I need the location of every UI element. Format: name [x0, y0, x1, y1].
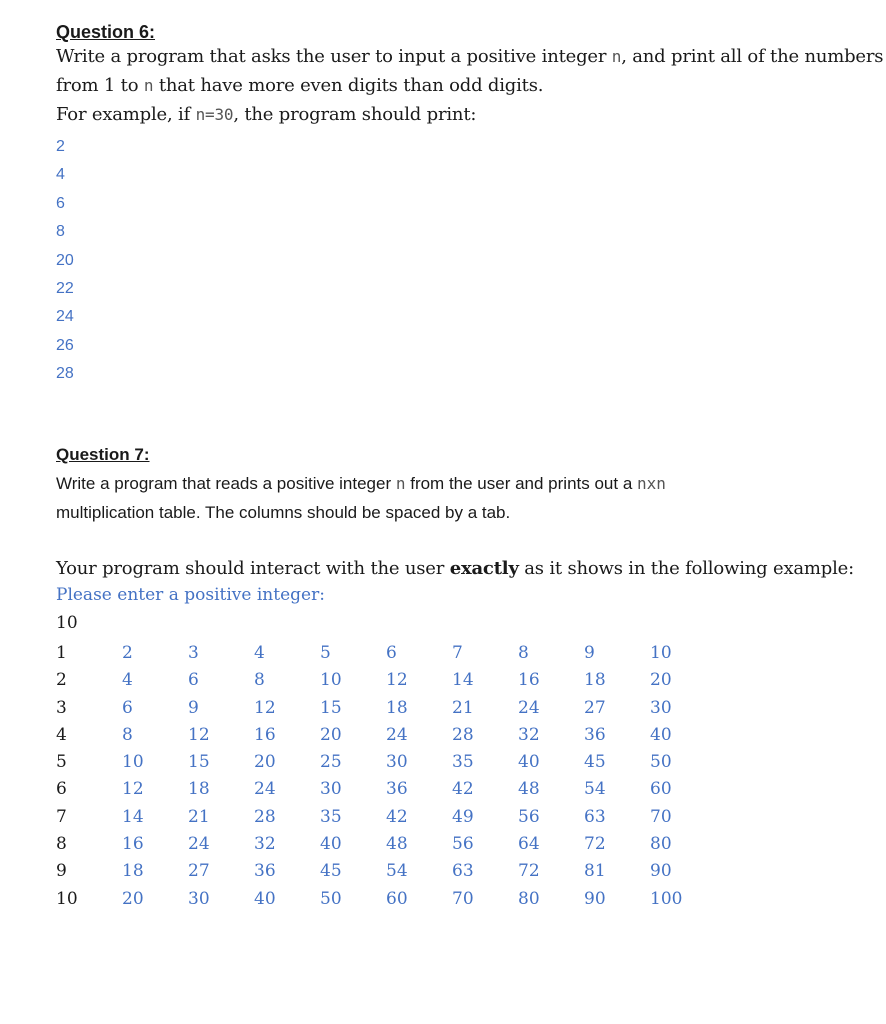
- table-row: [56, 858, 756, 885]
- table-cell: 12: [188, 724, 210, 745]
- table-cell: 24: [518, 697, 540, 718]
- table-cell: 36: [386, 779, 408, 800]
- table-row: [56, 749, 756, 776]
- table-cell: 24: [254, 779, 276, 800]
- question-7-heading: Question 7:: [56, 445, 150, 464]
- table-cell: 2: [122, 643, 133, 663]
- table-cell: 9: [56, 861, 67, 882]
- table-cell: 36: [584, 724, 606, 745]
- table-cell: 40: [254, 888, 276, 909]
- table-cell: 48: [386, 834, 408, 855]
- table-cell: 25: [320, 752, 342, 773]
- table-cell: 18: [122, 861, 144, 882]
- table-cell: 6: [386, 643, 397, 663]
- table-cell: 4: [56, 724, 67, 745]
- table-cell: 18: [584, 670, 606, 691]
- table-row: [56, 722, 756, 749]
- table-cell: 8: [122, 724, 133, 745]
- table-cell: 20: [254, 752, 276, 773]
- table-cell: 80: [650, 834, 672, 855]
- table-cell: 9: [584, 643, 595, 663]
- table-cell: 10: [650, 643, 672, 663]
- output-line: 26: [56, 336, 74, 354]
- table-row: [56, 776, 756, 803]
- table-cell: 30: [188, 888, 210, 909]
- output-line: 28: [56, 365, 74, 383]
- table-cell: 36: [254, 861, 276, 882]
- table-cell: 70: [650, 806, 672, 827]
- table-cell: 54: [584, 779, 606, 800]
- table-cell: 42: [386, 806, 408, 827]
- table-cell: 4: [122, 670, 133, 691]
- table-cell: 48: [518, 779, 540, 800]
- table-cell: 35: [452, 752, 474, 773]
- table-cell: 18: [188, 779, 210, 800]
- q7-line-1: Write a program that reads a positive integer n from the user and prints out a nxn: [56, 474, 666, 493]
- table-cell: 42: [452, 779, 474, 800]
- table-cell: 63: [584, 806, 606, 827]
- table-cell: 21: [188, 806, 210, 827]
- table-cell: 72: [518, 861, 540, 882]
- code-var: n: [395, 474, 406, 493]
- table-cell: 20: [320, 724, 342, 745]
- table-cell: 72: [584, 834, 606, 855]
- output-line: 24: [56, 308, 74, 326]
- code-var: n: [611, 47, 622, 66]
- table-cell: 80: [518, 888, 540, 909]
- table-cell: 5: [320, 643, 331, 663]
- table-cell: 12: [254, 697, 276, 718]
- table-cell: 30: [320, 779, 342, 800]
- table-cell: 60: [650, 779, 672, 800]
- table-cell: 6: [122, 697, 133, 718]
- table-cell: 27: [188, 861, 210, 882]
- q6-line-1: Write a program that asks the user to input a positive integer n, and print all of the numbers: [56, 46, 884, 67]
- table-cell: 8: [56, 834, 67, 855]
- table-cell: 14: [452, 670, 474, 691]
- table-cell: 1: [56, 643, 67, 663]
- table-cell: 81: [584, 861, 606, 882]
- output-line: 8: [56, 223, 65, 241]
- table-cell: 24: [188, 834, 210, 855]
- table-cell: 14: [122, 806, 144, 827]
- table-cell: 16: [518, 670, 540, 691]
- table-cell: 15: [188, 752, 210, 773]
- table-row: [56, 695, 756, 722]
- table-cell: 35: [320, 806, 342, 827]
- multiplication-table: [56, 640, 756, 913]
- code-var: nxn: [637, 474, 666, 493]
- table-cell: 12: [386, 670, 408, 691]
- table-cell: 45: [584, 752, 606, 773]
- table-cell: 10: [122, 752, 144, 773]
- table-cell: 100: [650, 888, 683, 909]
- table-cell: 90: [584, 888, 606, 909]
- table-cell: 10: [56, 888, 78, 909]
- table-cell: 40: [650, 724, 672, 745]
- q6-example-output: [56, 133, 74, 389]
- table-row: [56, 886, 756, 913]
- table-cell: 49: [452, 806, 474, 827]
- table-cell: 63: [452, 861, 474, 882]
- table-cell: 16: [254, 724, 276, 745]
- table-cell: 45: [320, 861, 342, 882]
- table-cell: 3: [188, 643, 199, 663]
- output-line: 22: [56, 279, 74, 297]
- table-cell: 5: [56, 752, 67, 773]
- table-cell: 4: [254, 643, 265, 663]
- table-cell: 10: [320, 670, 342, 691]
- table-row: [56, 667, 756, 694]
- table-cell: 56: [518, 806, 540, 827]
- table-cell: 50: [650, 752, 672, 773]
- question-6-heading: Question 6:: [56, 22, 156, 42]
- table-cell: 27: [584, 697, 606, 718]
- output-line: 4: [56, 166, 65, 184]
- table-cell: 70: [452, 888, 474, 909]
- table-cell: 6: [56, 779, 67, 800]
- table-cell: 8: [518, 643, 529, 663]
- table-cell: 16: [122, 834, 144, 855]
- table-cell: 7: [56, 806, 67, 827]
- table-cell: 64: [518, 834, 540, 855]
- table-cell: 30: [386, 752, 408, 773]
- table-cell: 40: [320, 834, 342, 855]
- table-cell: 21: [452, 697, 474, 718]
- table-cell: 6: [188, 670, 199, 691]
- output-line: 2: [56, 138, 65, 155]
- table-cell: 2: [56, 670, 67, 691]
- prompt-text: Please enter a positive integer:: [56, 585, 325, 605]
- table-cell: 60: [386, 888, 408, 909]
- table-cell: 8: [254, 670, 265, 691]
- table-cell: 24: [386, 724, 408, 745]
- table-cell: 15: [320, 697, 342, 718]
- table-row: [56, 831, 756, 858]
- q6-line-3: For example, if n=30, the program should print:: [56, 104, 477, 125]
- table-cell: 40: [518, 752, 540, 773]
- q7-instruction: Your program should interact with the user exactly as it shows in the following example:: [56, 558, 854, 579]
- table-cell: 30: [650, 697, 672, 718]
- table-cell: 54: [386, 861, 408, 882]
- table-cell: 28: [254, 806, 276, 827]
- table-cell: 32: [518, 724, 540, 745]
- code-var: n: [143, 76, 154, 95]
- table-cell: 12: [122, 779, 144, 800]
- table-cell: 18: [386, 697, 408, 718]
- table-cell: 7: [452, 643, 463, 663]
- table-cell: 20: [122, 888, 144, 909]
- table-row: [56, 804, 756, 831]
- table-cell: 3: [56, 697, 67, 718]
- table-cell: 20: [650, 670, 672, 691]
- code-var: n=30: [195, 105, 234, 124]
- table-cell: 56: [452, 834, 474, 855]
- q7-line-2: multiplication table. The columns should be spaced by a tab.: [56, 503, 511, 522]
- q6-line-2: from 1 to n that have more even digits than odd digits.: [56, 75, 544, 96]
- table-cell: 28: [452, 724, 474, 745]
- table-row: [56, 640, 756, 667]
- user-input-value: 10: [56, 613, 78, 633]
- table-cell: 50: [320, 888, 342, 909]
- table-cell: 90: [650, 861, 672, 882]
- table-cell: 32: [254, 834, 276, 855]
- output-line: 6: [56, 194, 65, 212]
- output-line: 20: [56, 251, 74, 269]
- table-cell: 9: [188, 697, 199, 718]
